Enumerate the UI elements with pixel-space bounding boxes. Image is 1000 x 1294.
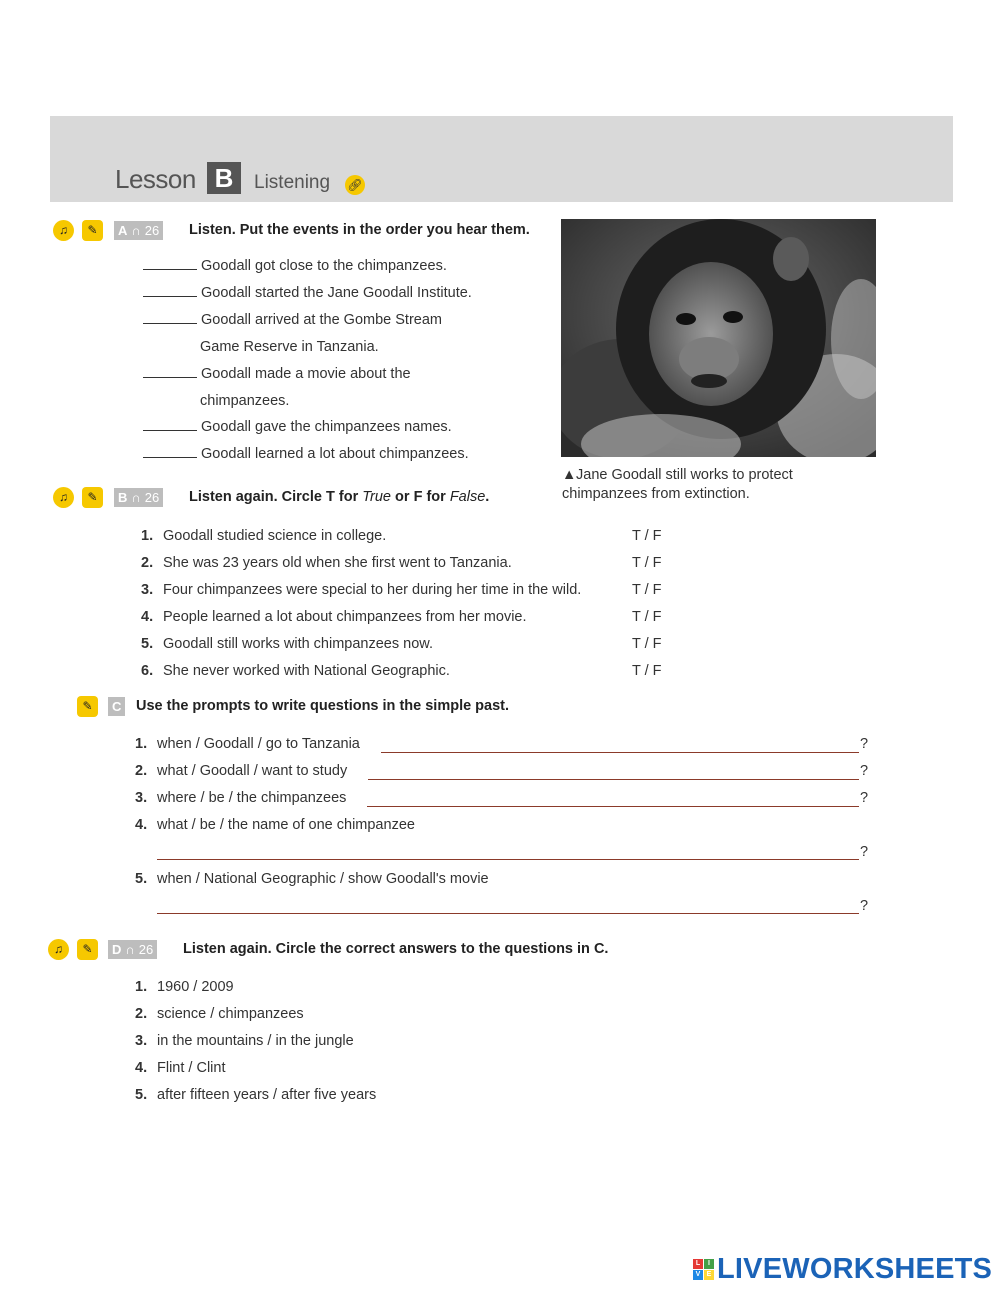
- lesson-word: Lesson: [115, 164, 196, 194]
- write-icon: ✎: [77, 939, 98, 960]
- audio-icon[interactable]: ♫: [53, 220, 74, 241]
- section-a-letter: A: [118, 223, 128, 238]
- tf-statement: 3. Four chimpanzees were special to her during her time in the wild.: [141, 582, 582, 598]
- headphones-icon: ∩: [131, 223, 141, 238]
- question-mark: ?: [860, 736, 869, 752]
- section-a-instruction: Listen. Put the events in the order you hear them.: [189, 222, 530, 238]
- tf-choice[interactable]: T / F: [632, 528, 662, 544]
- tf-choice[interactable]: T / F: [632, 555, 662, 571]
- answer-blank[interactable]: [143, 258, 197, 270]
- answer-blank[interactable]: [143, 312, 197, 324]
- write-icon: ✎: [82, 220, 103, 241]
- caption-triangle-icon: ▲: [562, 467, 577, 483]
- prompt-item: 3. where / be / the chimpanzees: [135, 790, 347, 806]
- question-mark: ?: [860, 790, 869, 806]
- brand-text: LIVEWORKSHEETS: [717, 1253, 993, 1285]
- headphones-icon: ∩: [125, 942, 135, 957]
- answer-blank[interactable]: [143, 419, 197, 431]
- answer-choice-item[interactable]: 4. Flint / Clint: [135, 1060, 226, 1076]
- audio-icon[interactable]: ♫: [48, 939, 69, 960]
- event-item: Goodall gave the chimpanzees names.: [143, 419, 452, 435]
- lesson-letter: B: [207, 162, 241, 194]
- event-item: Goodall got close to the chimpanzees.: [143, 258, 447, 274]
- answer-blank[interactable]: [143, 285, 197, 297]
- chimpanzee-photo: [561, 219, 876, 457]
- audio-icon[interactable]: ♫: [53, 487, 74, 508]
- tf-statement: 4. People learned a lot about chimpanzees from her movie.: [141, 609, 527, 625]
- liveworksheets-logo[interactable]: [693, 1253, 992, 1286]
- prompt-item: 5. when / National Geographic / show Goodall's movie: [135, 871, 489, 887]
- section-a-track: 26: [144, 223, 160, 238]
- section-d-label: [108, 940, 157, 959]
- event-item-continued: Game Reserve in Tanzania.: [200, 339, 379, 355]
- section-c-letter: C: [112, 699, 122, 714]
- answer-choice-item[interactable]: 1. 1960 / 2009: [135, 979, 234, 995]
- section-c-label: [108, 697, 125, 716]
- question-mark: ?: [860, 763, 869, 779]
- write-icon: ✎: [82, 487, 103, 508]
- tf-statement: 6. She never worked with National Geographic.: [141, 663, 450, 679]
- section-a-label: [114, 221, 163, 240]
- headphones-icon: ∩: [131, 490, 141, 505]
- answer-blank[interactable]: [143, 366, 197, 378]
- event-item: Goodall made a movie about the: [143, 366, 411, 382]
- event-item: Goodall learned a lot about chimpanzees.: [143, 446, 469, 462]
- tf-choice[interactable]: T / F: [632, 636, 662, 652]
- answer-line[interactable]: [157, 859, 859, 860]
- answer-blank[interactable]: [143, 446, 197, 458]
- section-c-instruction: Use the prompts to write questions in the simple past.: [136, 698, 510, 714]
- answer-line[interactable]: [368, 779, 859, 780]
- chimpanzee-illustration: [561, 219, 876, 457]
- answer-line[interactable]: [367, 806, 859, 807]
- lesson-subtitle: Listening: [254, 172, 331, 193]
- tf-choice[interactable]: T / F: [632, 609, 662, 625]
- prompt-item: 4. what / be / the name of one chimpanzee: [135, 817, 415, 833]
- event-item: Goodall started the Jane Goodall Institute.: [143, 285, 472, 301]
- link-icon[interactable]: 🔗︎: [345, 175, 365, 195]
- tf-choice[interactable]: T / F: [632, 663, 662, 679]
- section-d-track: 26: [138, 942, 154, 957]
- answer-choice-item[interactable]: 3. in the mountains / in the jungle: [135, 1033, 354, 1049]
- answer-line[interactable]: [381, 752, 859, 753]
- prompt-item: 2. what / Goodall / want to study: [135, 763, 348, 779]
- write-icon: ✎: [77, 696, 98, 717]
- answer-line[interactable]: [157, 913, 859, 914]
- answer-choice-item[interactable]: 5. after fifteen years / after five years: [135, 1087, 377, 1103]
- tf-statement: 1. Goodall studied science in college.: [141, 528, 387, 544]
- section-b-label: [114, 488, 163, 507]
- section-b-track: 26: [144, 490, 160, 505]
- prompt-item: 1. when / Goodall / go to Tanzania: [135, 736, 360, 752]
- tf-statement: 5. Goodall still works with chimpanzees now.: [141, 636, 433, 652]
- tf-statement: 2. She was 23 years old when she first went to Tanzania.: [141, 555, 512, 571]
- photo-caption: ▲Jane Goodall still works to protect chimpanzees from extinction.: [562, 467, 793, 502]
- logo-grid-icon: L I V E: [693, 1259, 714, 1280]
- event-item: Goodall arrived at the Gombe Stream: [143, 312, 442, 328]
- section-d-letter: D: [112, 942, 122, 957]
- answer-choice-item[interactable]: 2. science / chimpanzees: [135, 1006, 304, 1022]
- event-item-continued: chimpanzees.: [200, 393, 290, 409]
- section-b-instruction: Listen again. Circle T for True or F for False.: [189, 489, 490, 505]
- question-mark: ?: [860, 898, 869, 914]
- question-mark: ?: [860, 844, 869, 860]
- section-b-letter: B: [118, 490, 128, 505]
- section-d-instruction: Listen again. Circle the correct answers to the questions in C.: [183, 941, 609, 957]
- tf-choice[interactable]: T / F: [632, 582, 662, 598]
